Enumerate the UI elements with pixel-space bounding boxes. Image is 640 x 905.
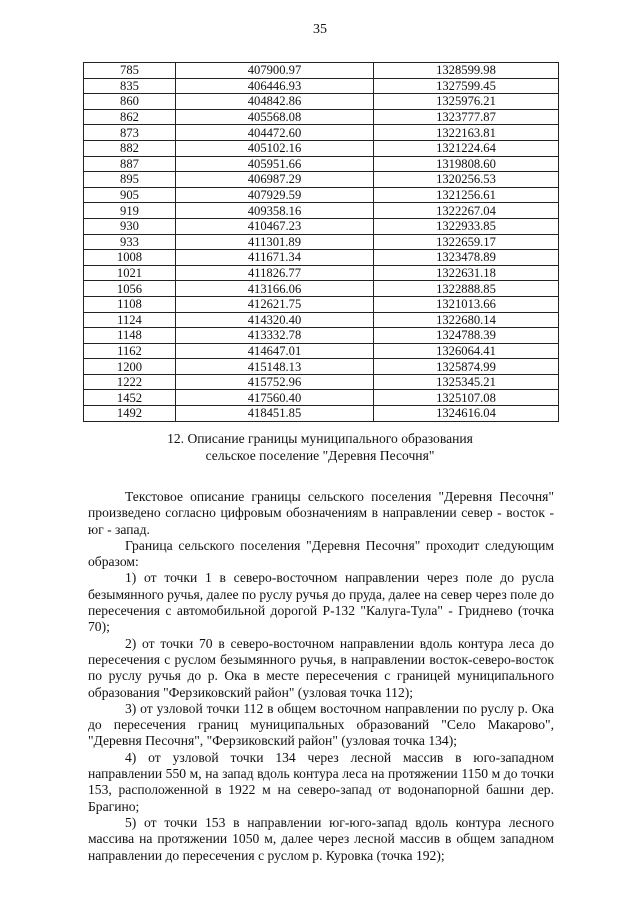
x-coordinate-cell: 405568.08 <box>176 109 374 125</box>
table-row <box>84 234 559 250</box>
table-row <box>84 265 559 281</box>
x-coordinate-cell: 406987.29 <box>176 172 374 188</box>
point-number-cell: 1148 <box>84 328 176 344</box>
point-number-cell: 905 <box>84 187 176 203</box>
point-number-cell: 887 <box>84 156 176 172</box>
point-number-cell: 919 <box>84 203 176 219</box>
section-title-line-1: 12. Описание границы муниципального образования <box>167 431 473 446</box>
x-coordinate-cell: 414647.01 <box>176 343 374 359</box>
y-coordinate-cell: 1323478.89 <box>374 250 559 266</box>
y-coordinate-cell: 1321013.66 <box>374 296 559 312</box>
table-row <box>84 63 559 79</box>
point-number-cell: 873 <box>84 125 176 141</box>
point-number-cell: 1021 <box>84 265 176 281</box>
point-number-cell: 1124 <box>84 312 176 328</box>
x-coordinate-cell: 411671.34 <box>176 250 374 266</box>
paragraph: 1) от точки 1 в северо-восточном направлении через поле до русла безымянного ручья, далее по руслу ручья до пруда, далее на север через поле до пересечения с автомобильной дорогой Р-132 "Калуга-Тула" - Гриднево (точка 70); <box>88 570 554 635</box>
table-row <box>84 406 559 422</box>
section-heading <box>0 430 640 464</box>
table-row <box>84 156 559 172</box>
y-coordinate-cell: 1326064.41 <box>374 343 559 359</box>
y-coordinate-cell: 1328599.98 <box>374 63 559 79</box>
table-row <box>84 250 559 266</box>
coordinates-table <box>83 62 559 422</box>
y-coordinate-cell: 1321224.64 <box>374 140 559 156</box>
table-row <box>84 328 559 344</box>
point-number-cell: 785 <box>84 63 176 79</box>
table-row <box>84 203 559 219</box>
table-row <box>84 359 559 375</box>
section-title-line-2: сельское поселение "Деревня Песочня" <box>205 448 435 463</box>
table-row <box>84 296 559 312</box>
point-number-cell: 1162 <box>84 343 176 359</box>
point-number-cell: 933 <box>84 234 176 250</box>
x-coordinate-cell: 412621.75 <box>176 296 374 312</box>
y-coordinate-cell: 1325874.99 <box>374 359 559 375</box>
paragraph: Текстовое описание границы сельского поселения "Деревня Песочня" произведено согласно цифровым обозначениям в направлении север - восток - юг - запад. <box>88 489 554 537</box>
x-coordinate-cell: 405102.16 <box>176 140 374 156</box>
table-row <box>84 187 559 203</box>
table-row <box>84 140 559 156</box>
point-number-cell: 930 <box>84 218 176 234</box>
point-number-cell: 1452 <box>84 390 176 406</box>
point-number-cell: 1008 <box>84 250 176 266</box>
y-coordinate-cell: 1322631.18 <box>374 265 559 281</box>
table-row <box>84 218 559 234</box>
y-coordinate-cell: 1325976.21 <box>374 94 559 110</box>
x-coordinate-cell: 415148.13 <box>176 359 374 375</box>
x-coordinate-cell: 411826.77 <box>176 265 374 281</box>
x-coordinate-cell: 407929.59 <box>176 187 374 203</box>
point-number-cell: 895 <box>84 172 176 188</box>
y-coordinate-cell: 1322933.85 <box>374 218 559 234</box>
x-coordinate-cell: 406446.93 <box>176 78 374 94</box>
table-row <box>84 312 559 328</box>
y-coordinate-cell: 1322888.85 <box>374 281 559 297</box>
point-number-cell: 835 <box>84 78 176 94</box>
y-coordinate-cell: 1323777.87 <box>374 109 559 125</box>
x-coordinate-cell: 404472.60 <box>176 125 374 141</box>
paragraph: Граница сельского поселения "Деревня Песочня" проходит следующим образом: <box>88 537 554 570</box>
y-coordinate-cell: 1320256.53 <box>374 172 559 188</box>
table-row <box>84 390 559 406</box>
x-coordinate-cell: 413166.06 <box>176 281 374 297</box>
y-coordinate-cell: 1322680.14 <box>374 312 559 328</box>
table-row <box>84 343 559 359</box>
y-coordinate-cell: 1324788.39 <box>374 328 559 344</box>
y-coordinate-cell: 1322267.04 <box>374 203 559 219</box>
point-number-cell: 1222 <box>84 374 176 390</box>
y-coordinate-cell: 1321256.61 <box>374 187 559 203</box>
y-coordinate-cell: 1324616.04 <box>374 406 559 422</box>
page-number: 35 <box>313 22 327 37</box>
point-number-cell: 1108 <box>84 296 176 312</box>
y-coordinate-cell: 1325107.08 <box>374 390 559 406</box>
point-number-cell: 1200 <box>84 359 176 375</box>
point-number-cell: 1492 <box>84 406 176 422</box>
table-row <box>84 281 559 297</box>
x-coordinate-cell: 414320.40 <box>176 312 374 328</box>
section-body <box>88 489 554 864</box>
table-row <box>84 374 559 390</box>
paragraph: 2) от точки 70 в северо-восточном направлении вдоль контура леса до пересечения с руслом безымянного ручья, в направлении восток-северо-восток по руслу ручья до р. Ока в месте пересечения с границей муниципального образования "Ферзиковский район" (узловая точка 112); <box>88 635 554 700</box>
x-coordinate-cell: 409358.16 <box>176 203 374 219</box>
table-row <box>84 109 559 125</box>
table-row <box>84 172 559 188</box>
x-coordinate-cell: 415752.96 <box>176 374 374 390</box>
x-coordinate-cell: 404842.86 <box>176 94 374 110</box>
x-coordinate-cell: 411301.89 <box>176 234 374 250</box>
x-coordinate-cell: 417560.40 <box>176 390 374 406</box>
x-coordinate-cell: 405951.66 <box>176 156 374 172</box>
paragraph: 3) от узловой точки 112 в общем восточном направлении по руслу р. Ока до пересечения границ муниципальных образований "Село Макарово", "Деревня Песочня", "Ферзиковский район" (узловая точка 134); <box>88 700 554 749</box>
point-number-cell: 1056 <box>84 281 176 297</box>
table-row <box>84 78 559 94</box>
x-coordinate-cell: 418451.85 <box>176 406 374 422</box>
paragraph: 5) от точки 153 в направлении юг-юго-запад вдоль контура лесного массива на протяжении 1050 м, далее через лесной массив в общем западном направлении до пересечения с руслом р. Куровка (точка 192); <box>88 814 554 863</box>
table-row <box>84 125 559 141</box>
x-coordinate-cell: 410467.23 <box>176 218 374 234</box>
point-number-cell: 860 <box>84 94 176 110</box>
point-number-cell: 882 <box>84 140 176 156</box>
y-coordinate-cell: 1322659.17 <box>374 234 559 250</box>
table-row <box>84 94 559 110</box>
point-number-cell: 862 <box>84 109 176 125</box>
y-coordinate-cell: 1325345.21 <box>374 374 559 390</box>
y-coordinate-cell: 1327599.45 <box>374 78 559 94</box>
y-coordinate-cell: 1319808.60 <box>374 156 559 172</box>
x-coordinate-cell: 413332.78 <box>176 328 374 344</box>
x-coordinate-cell: 407900.97 <box>176 63 374 79</box>
paragraph: 4) от узловой точки 134 через лесной массив в юго-западном направлении 550 м, на запад вдоль контура леса на протяжении 1150 м до точки 153, расположенной в 1922 м на северо-запад от водонапорной башни дер. Брагино; <box>88 749 554 814</box>
y-coordinate-cell: 1322163.81 <box>374 125 559 141</box>
